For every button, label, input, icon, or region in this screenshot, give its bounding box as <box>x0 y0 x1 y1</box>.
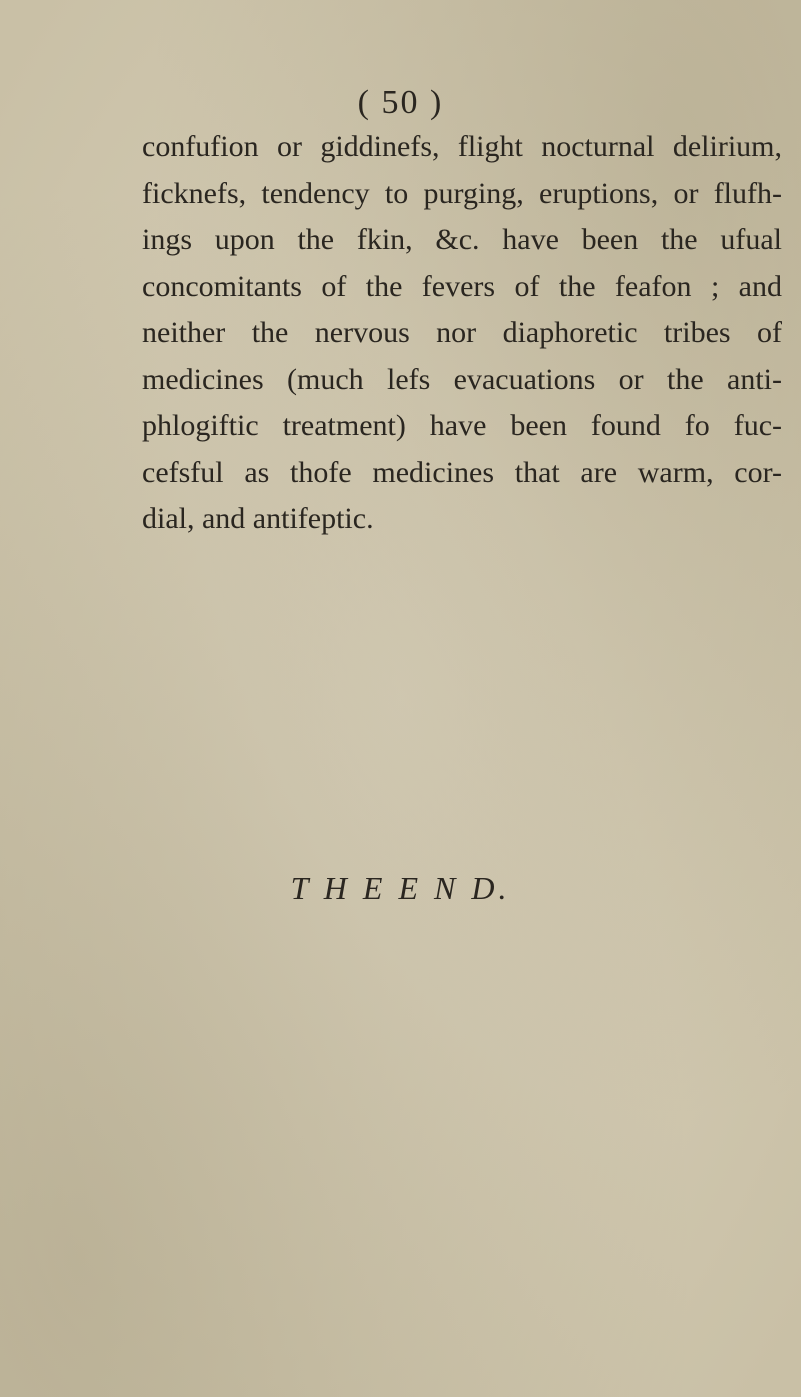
text-line: phlogiftic treatment) have been found fo fuc- <box>142 409 782 442</box>
text-line: cefsful as thofe medicines that are warm, cor- <box>142 455 782 489</box>
text-line: ings upon the fkin, &c. have been the ufual <box>142 223 782 256</box>
text-line: medicines (much lefs evacuations or the anti- <box>142 362 782 396</box>
text-line: dial, and antifeptic. <box>142 502 374 535</box>
text-line: ficknefs, tendency to purging, eruptions, or flufh- <box>142 176 782 210</box>
page-number: ( 50 ) <box>357 84 444 121</box>
body-paragraph <box>142 124 782 543</box>
text-line: confufion or giddinefs, flight nocturnal delirium, <box>142 130 782 163</box>
text-line: concomitants of the fevers of the feafon ; and <box>142 269 782 303</box>
the-end-heading: T H E E N D. <box>290 870 511 906</box>
text-line: neither the nervous nor diaphoretic tribes of <box>142 316 782 349</box>
